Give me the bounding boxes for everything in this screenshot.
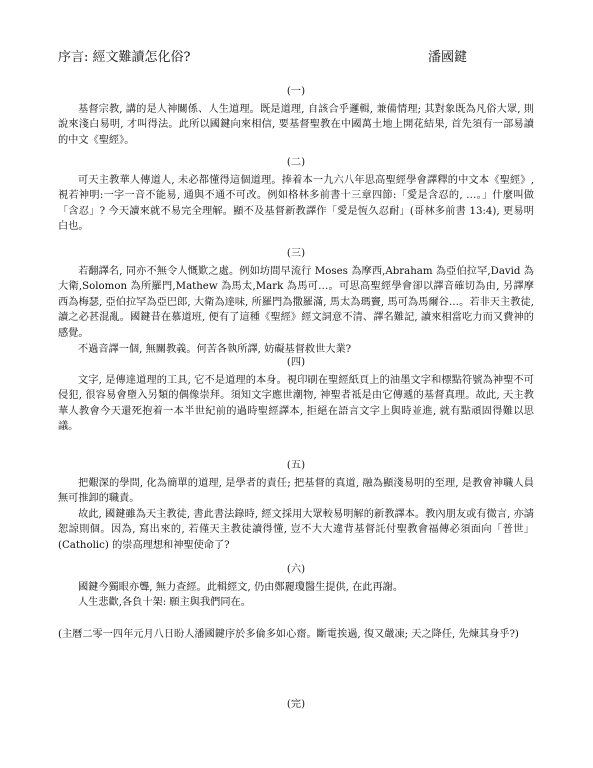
section-paragraph: 把艱深的學問, 化為簡單的道理, 是學者的責任; 把基督的真道, 融為顯淺易明的至理, 是教會神職人員無可推卸的職責。	[58, 477, 534, 505]
section-heading: (六)	[286, 564, 306, 575]
section-3	[58, 246, 534, 357]
preface-title: 序言: 經文難讀怎化俗?	[58, 50, 191, 65]
section-paragraph: 人生悲歡,各負十架: 願主與我們同在。	[78, 597, 251, 609]
section-1	[58, 84, 534, 148]
section-paragraph: 若翻譯名, 同亦不無令人慨歎之處。例如坊間早流行 Moses 為摩西,Abraham 為亞伯拉罕,David 為大衛,Solomon 為所羅門,Mathew 為馬太,Mark 為馬可…。可思高聖經學會卻以譯音確切為由, 另譯摩西為梅瑟, 亞伯拉罕為亞巴郎, 大衛為達味, 所羅門為撒羅滿, 馬太為瑪竇, 馬可為馬爾谷…。若非天主教徒, 讀之必甚混亂。國鍵昔在慕道班, 便有了這種《聖經》經文詞意不清、譯名難記, 讀來相當吃力而又費神的感覺。	[58, 265, 534, 339]
section-paragraph: 不過音譯一個, 無關教義。何苦各執所譯, 妨礙基督救世大業?	[78, 343, 352, 355]
section-6	[58, 562, 534, 611]
section-paragraph: 可天主教華人傳道人, 未必都懂得這個道理。捧着本一九六八年思高聖經學會譯釋的中文本《聖經》, 視若神明:一字一音不能易, 通與不通不可改。例如格林多前書十三章四節:「愛是含忍的, …。」什麼叫做「含忍」? 今天讀來就不易完全理解。顯不及基督新教譯作「愛是恆久忍耐」(哥林多前書 13:4), 更易明白也。	[58, 174, 534, 233]
section-heading: (一)	[286, 86, 306, 97]
section-paragraph: 故此, 國鍵雖為天主教徒, 書此書法錄時, 經文採用大眾較易明解的新教譯本。教內朋友或有微言, 亦請恕諒則個。因為, 寫出來的, 若僅天主教徒讀得懂, 豈不大大違背基督託付聖教會福傳必須面向「普世」(Catholic) 的崇高理想和神聖使命了?	[58, 508, 534, 551]
end-mark: (完)	[286, 699, 306, 710]
author-name: 潘國鍵	[428, 50, 468, 65]
end-block	[58, 697, 534, 715]
closing-note-block	[58, 627, 534, 643]
section-paragraph: 國鍵今獨眼亦聾, 無力查經。此輯經文, 仍由鄭麗瓊醫生提供, 在此再謝。	[78, 581, 404, 593]
section-5	[58, 458, 534, 554]
document-header	[58, 46, 535, 66]
section-4	[58, 355, 534, 435]
section-paragraph: 文字, 是傳達道理的工具, 它不是道理的本身。視印刷在聖經紙頁上的油墨文字和標點符號為神聖不可侵犯, 很容易會墮入另類的偶像崇拜。須知文字應世潮物, 神聖者祗是由它傳遞的基督真理。故此, 天主教華人教會今天還死抱着一本半世紀前的過時聖經譯本, 拒絕在語言文字上與時並進, 就有點頑固得難以思議。	[58, 374, 534, 433]
section-heading: (五)	[286, 460, 306, 471]
section-heading: (二)	[286, 157, 306, 168]
closing-note: (主曆二零一四年元月八日盼人潘國鍵序於多倫多如心齋。斷電挨過, 復又嚴凍; 天之降任, 先煉其身乎?)	[58, 629, 519, 640]
section-heading: (三)	[286, 248, 306, 259]
section-2	[58, 155, 534, 235]
section-paragraph: 基督宗教, 講的是人神關係、人生道理。既是道理, 自該合乎邏輯, 兼備情理; 其對象既為凡俗大眾, 則說來淺白易明, 才叫得法。此所以國鍵向來相信, 要基督聖教在中國萬土地上開花結果, 首先須有一部易讀的中文《聖經》。	[58, 103, 534, 146]
section-heading: (四)	[286, 357, 306, 368]
